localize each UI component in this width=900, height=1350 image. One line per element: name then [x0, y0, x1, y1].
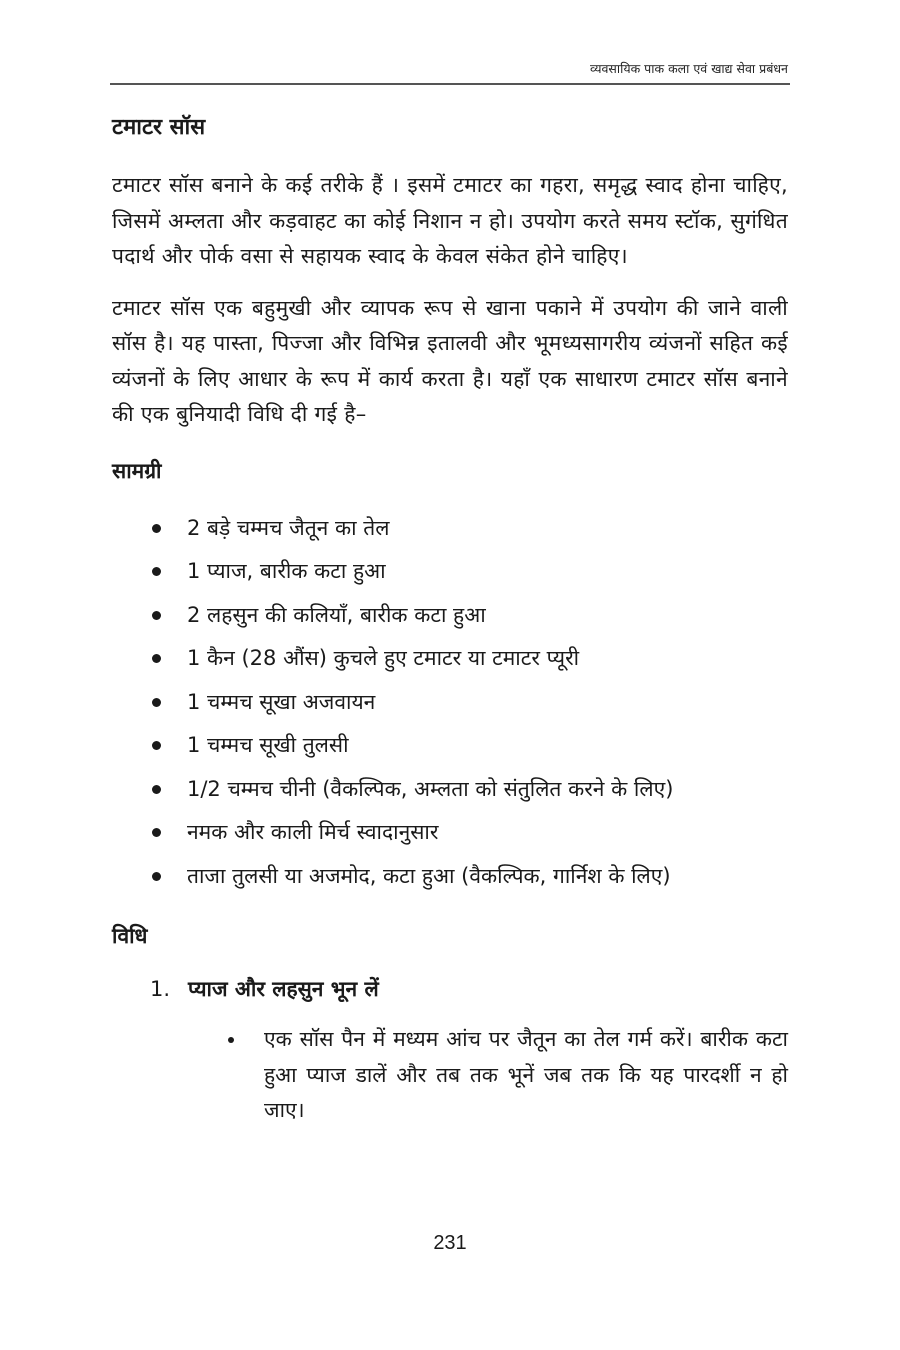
ingredient-item: [150, 550, 788, 594]
ingredient-item: [150, 637, 788, 681]
step-title: प्याज और लहसुन भून लें: [188, 977, 379, 1001]
ingredient-item: [150, 507, 788, 551]
bullet-icon: [152, 524, 161, 533]
bullet-icon: [152, 654, 161, 663]
ingredient-item: [150, 855, 788, 899]
bullet-icon: [152, 698, 161, 707]
ingredient-item: [150, 768, 788, 812]
ingredient-text: 2 बड़े चम्मच जैतून का तेल: [187, 515, 390, 540]
ingredients-heading: सामग्री: [112, 458, 162, 483]
ingredient-item: [150, 724, 788, 768]
page-number: 231: [433, 1232, 467, 1254]
ingredient-text: 1 कैन (28 औंस) कुचले हुए टमाटर या टमाटर प्यूरी: [187, 646, 580, 670]
ingredient-text: 2 लहसुन की कलियाँ, बारीक कटा हुआ: [187, 602, 486, 627]
bullet-icon: [152, 567, 161, 576]
bullet-icon: [152, 828, 161, 837]
page-content: [112, 112, 788, 1129]
intro-paragraph: टमाटर सॉस बनाने के कई तरीके हैं । इसमें टमाटर का गहरा, समृद्ध स्वाद होना चाहिए, जिसमें अम्लता और कड़वाहट का कोई निशान न हो। उपयोग करते समय स्टॉक, सुगंधित पदार्थ और पोर्क वसा से सहायक स्वाद के केवल संकेत होने चाहिए।: [112, 173, 788, 268]
ingredient-text: 1/2 चम्मच चीनी (वैकल्पिक, अम्लता को संतुलित करने के लिए): [187, 776, 674, 801]
bullet-icon: [152, 872, 161, 881]
ingredient-item: [150, 594, 788, 638]
ingredient-text: 1 चम्मच सूखी तुलसी: [187, 733, 349, 757]
ingredients-list: [112, 507, 788, 899]
ingredient-text: नमक और काली मिर्च स्वादानुसार: [187, 820, 439, 844]
description-paragraph: टमाटर सॉस एक बहुमुखी और व्यापक रूप से खाना पकाने में उपयोग की जाने वाली सॉस है। यह पास्ता, पिज्जा और विभिन्न इतालवी और भूमध्यसागरीय व्यंजनों सहित कई व्यंजनों के लिए आधार के रूप में कार्य करता है। यहाँ एक साधारण टमाटर सॉस बनाने की एक बुनियादी विधि दी गई है–: [112, 295, 788, 426]
bullet-icon: [152, 741, 161, 750]
ingredient-item: [150, 681, 788, 725]
section-title: टमाटर सॉस: [112, 115, 206, 140]
bullet-icon: [152, 611, 161, 620]
bullet-icon: [152, 785, 161, 794]
running-header-title: व्यवसायिक पाक कला एवं खाद्य सेवा प्रबंधन: [589, 61, 788, 76]
step-detail-text: एक सॉस पैन में मध्यम आंच पर जैतून का तेल गर्म करें। बारीक कटा हुआ प्याज डालें और तब तक भूनें जब तक कि यह पारदर्शी न हो जाए।: [264, 1027, 788, 1122]
ingredient-text: 1 प्याज, बारीक कटा हुआ: [187, 559, 386, 583]
bullet-icon: [228, 1037, 234, 1043]
ingredient-text: 1 चम्मच सूखा अजवायन: [187, 689, 376, 714]
ingredient-item: [150, 811, 788, 855]
step-detail: [228, 1022, 788, 1129]
step-number: 1.: [150, 977, 171, 1001]
method-step: [150, 972, 788, 1006]
method-heading: विधि: [112, 924, 148, 948]
header-divider: [110, 83, 790, 85]
ingredient-text: ताजा तुलसी या अजमोद, कटा हुआ (वैकल्पिक, गार्निश के लिए): [187, 863, 671, 888]
